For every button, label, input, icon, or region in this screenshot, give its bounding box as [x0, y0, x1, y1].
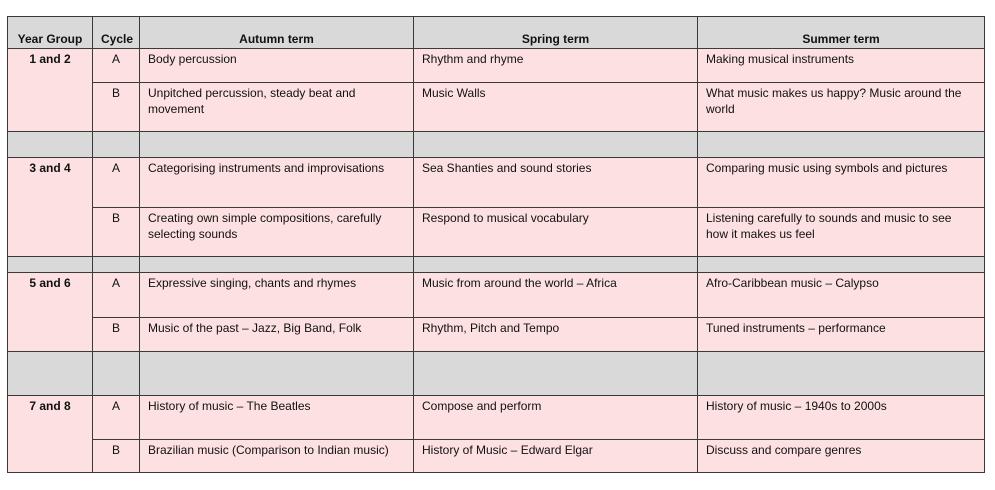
cycle-cell: A — [93, 49, 140, 83]
summer-cell: Listening carefully to sounds and music to see how it makes us feel — [698, 208, 985, 257]
autumn-cell: Body percussion — [140, 49, 414, 83]
cycle-cell: B — [93, 440, 140, 473]
spacer-row — [8, 257, 985, 273]
spring-cell: Respond to musical vocabulary — [414, 208, 698, 257]
spring-cell: History of Music – Edward Elgar — [414, 440, 698, 473]
summer-cell: Comparing music using symbols and pictures — [698, 158, 985, 208]
music-curriculum-table — [7, 16, 985, 473]
autumn-cell: Music of the past – Jazz, Big Band, Folk — [140, 318, 414, 352]
header-year-group: Year Group — [8, 17, 93, 49]
summer-cell: Tuned instruments – performance — [698, 318, 985, 352]
table-row — [8, 158, 985, 208]
table-row — [8, 273, 985, 318]
header-cycle: Cycle — [93, 17, 140, 49]
year-group-cell: 7 and 8 — [8, 396, 93, 473]
spring-cell: Music Walls — [414, 83, 698, 132]
table-row — [8, 208, 985, 257]
spring-cell: Sea Shanties and sound stories — [414, 158, 698, 208]
header-autumn-term: Autumn term — [140, 17, 414, 49]
table-row — [8, 318, 985, 352]
cycle-cell: B — [93, 318, 140, 352]
spacer-row — [8, 352, 985, 396]
header-summer-term: Summer term — [698, 17, 985, 49]
year-group-cell: 1 and 2 — [8, 49, 93, 132]
summer-cell: Discuss and compare genres — [698, 440, 985, 473]
autumn-cell: History of music – The Beatles — [140, 396, 414, 440]
autumn-cell: Unpitched percussion, steady beat and movement — [140, 83, 414, 132]
year-group-cell: 5 and 6 — [8, 273, 93, 352]
summer-cell: Making musical instruments — [698, 49, 985, 83]
cycle-cell: A — [93, 158, 140, 208]
table-row — [8, 83, 985, 132]
autumn-cell: Creating own simple compositions, carefully selecting sounds — [140, 208, 414, 257]
autumn-cell: Expressive singing, chants and rhymes — [140, 273, 414, 318]
cycle-cell: A — [93, 273, 140, 318]
spacer-row — [8, 132, 985, 158]
year-group-cell: 3 and 4 — [8, 158, 93, 257]
spring-cell: Music from around the world – Africa — [414, 273, 698, 318]
spring-cell: Rhythm, Pitch and Tempo — [414, 318, 698, 352]
table-row — [8, 396, 985, 440]
summer-cell: What music makes us happy? Music around the world — [698, 83, 985, 132]
autumn-cell: Brazilian music (Comparison to Indian music) — [140, 440, 414, 473]
table-row — [8, 49, 985, 83]
summer-cell: Afro-Caribbean music – Calypso — [698, 273, 985, 318]
header-spring-term: Spring term — [414, 17, 698, 49]
table-row — [8, 440, 985, 473]
summer-cell: History of music – 1940s to 2000s — [698, 396, 985, 440]
header-row — [8, 17, 985, 49]
cycle-cell: B — [93, 83, 140, 132]
spring-cell: Compose and perform — [414, 396, 698, 440]
autumn-cell: Categorising instruments and improvisations — [140, 158, 414, 208]
cycle-cell: A — [93, 396, 140, 440]
cycle-cell: B — [93, 208, 140, 257]
spring-cell: Rhythm and rhyme — [414, 49, 698, 83]
